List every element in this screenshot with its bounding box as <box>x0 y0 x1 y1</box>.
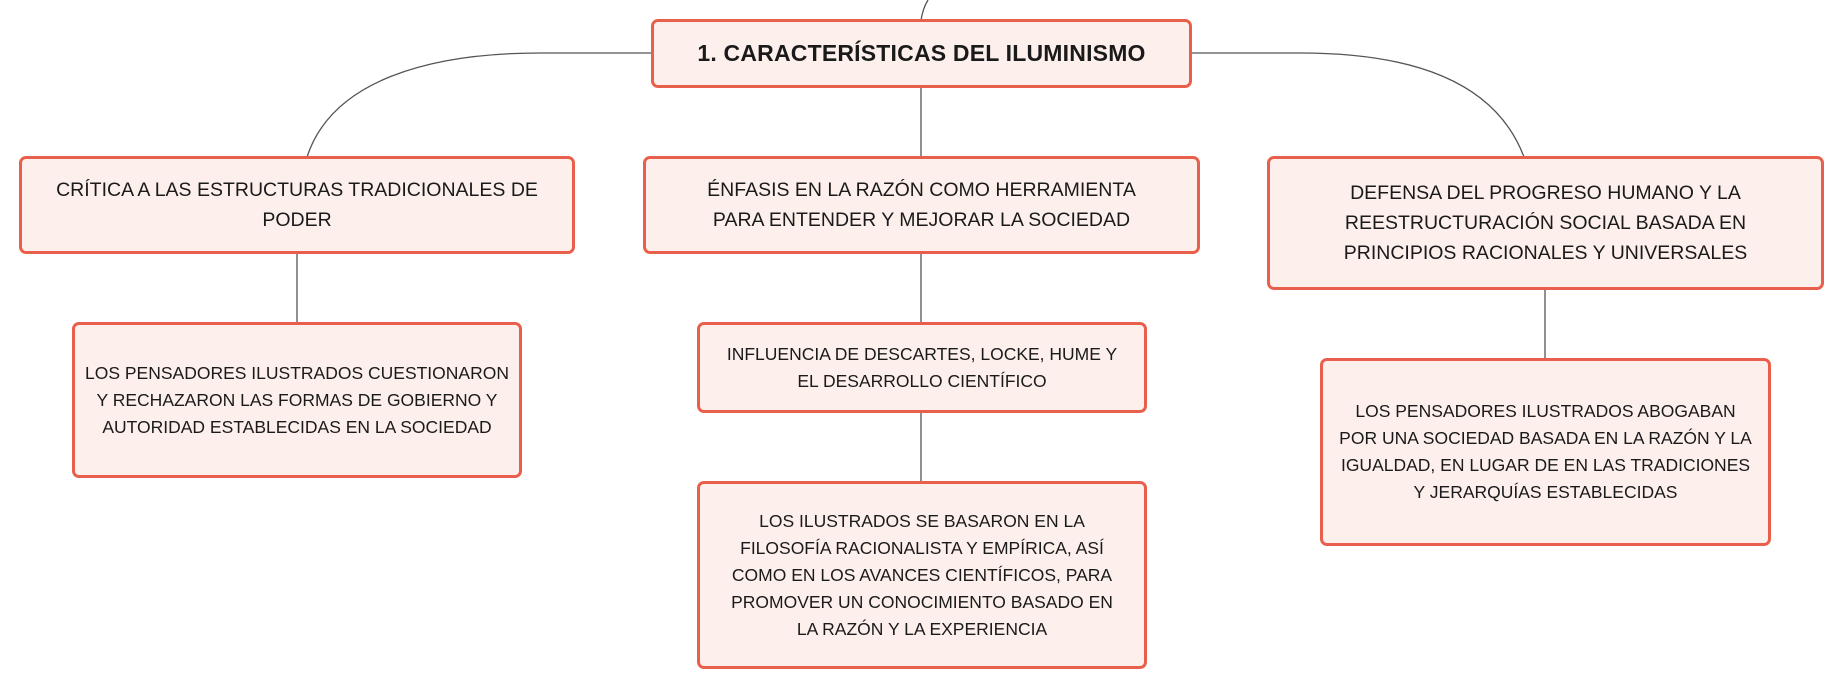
child-node-influencia[interactable] <box>697 322 1147 413</box>
connector-root-to-branch-left <box>307 53 651 157</box>
branch-node-defensa-progreso[interactable] <box>1267 156 1824 290</box>
child-node-label: INFLUENCIA DE DESCARTES, LOCKE, HUME Y EL DESARROLLO CIENTÍFICO <box>726 343 1118 391</box>
branch-node-enfasis-razon[interactable] <box>643 156 1200 254</box>
root-node[interactable] <box>651 19 1192 88</box>
child-node-label: LOS ILUSTRADOS SE BASARON EN LA FILOSOFÍA RACIONALISTA Y EMPÍRICA, ASÍ COMO EN LOS AVANCES CIENTÍFICOS, PARA PROMOVER UN CONOCIMIENTO BASADO EN LA RAZÓN Y LA EXPERIENCIA <box>731 510 1113 639</box>
child-node-label: LOS PENSADORES ILUSTRADOS CUESTIONARON Y RECHAZARON LAS FORMAS DE GOBIERNO Y AUTORIDAD ESTABLECIDAS EN LA SOCIEDAD <box>85 362 509 437</box>
branch-node-label: DEFENSA DEL PROGRESO HUMANO Y LA REESTRUCTURACIÓN SOCIAL BASADA EN PRINCIPIOS RACIONALES Y UNIVERSALES <box>1343 182 1748 264</box>
connector-root-to-branch-right <box>1191 53 1524 157</box>
child-node-ilustrados-basaron[interactable] <box>697 481 1147 669</box>
child-node-label: LOS PENSADORES ILUSTRADOS ABOGABAN POR UNA SOCIEDAD BASADA EN LA RAZÓN Y LA IGUALDAD, EN LUGAR DE EN LAS TRADICIONES Y JERARQUÍAS ESTABLECIDAS <box>1339 401 1752 502</box>
branch-node-label: ÉNFASIS EN LA RAZÓN COMO HERRAMIENTA PARA ENTENDER Y MEJORAR LA SOCIEDAD <box>707 179 1136 231</box>
branch-node-label: CRÍTICA A LAS ESTRUCTURAS TRADICIONALES DE PODER <box>56 179 538 231</box>
root-node-label: 1. CARACTERÍSTICAS DEL ILUMINISMO <box>697 40 1146 66</box>
child-node-pensadores-cuestionaron[interactable] <box>72 322 522 478</box>
branch-node-critica[interactable] <box>19 156 575 254</box>
connector-parent-to-root <box>921 0 928 20</box>
child-node-pensadores-abogaban[interactable] <box>1320 358 1771 546</box>
